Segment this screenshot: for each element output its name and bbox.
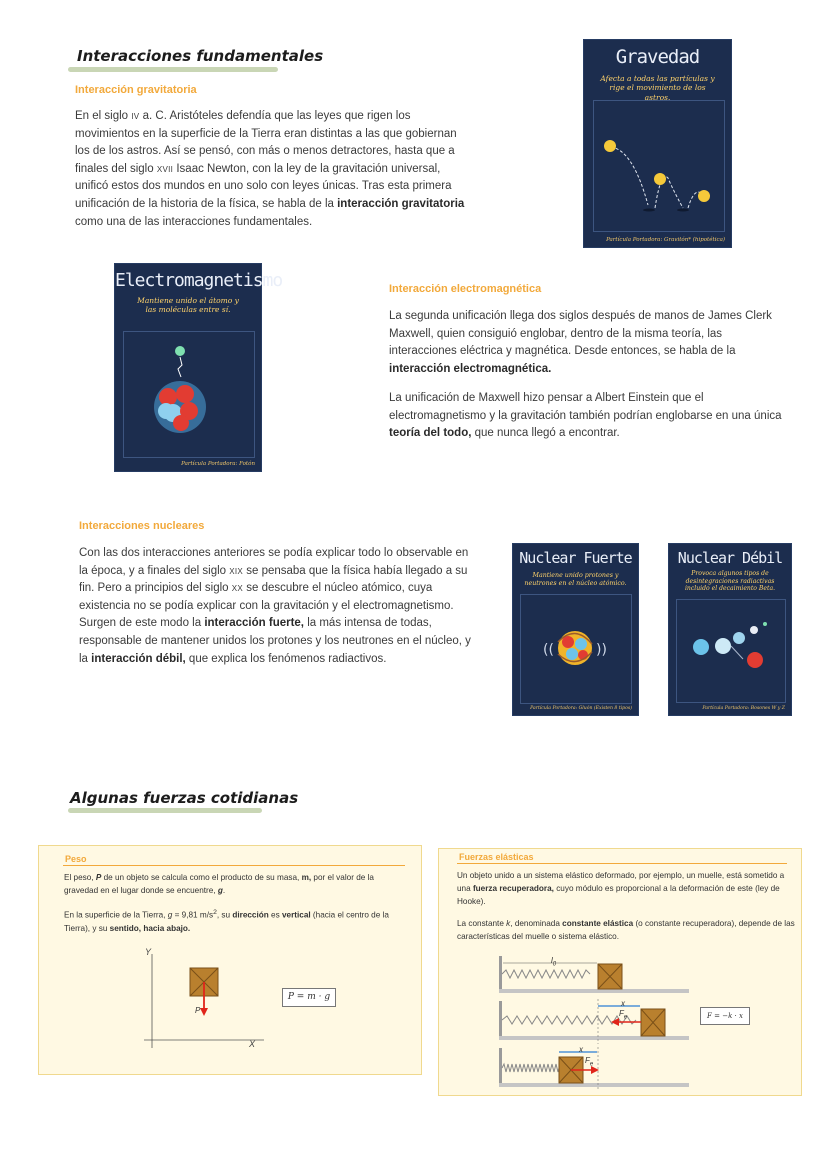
svg-text:)): )) [596, 642, 607, 658]
bouncing-balls-illustration [593, 100, 723, 230]
card-subtitle: Mantiene unido protones y neutrones en el núcleo atómico. [524, 572, 627, 587]
fe-label-row3: $F_e$ [585, 1056, 594, 1068]
elastic-paragraph-1: Un objeto unido a un sistema elástico deformado, por ejemplo, un muelle, está sometido a una fuerza recuperadora, cuyo módulo es proporcional a la deformación de este (ley de Hooke). [457, 871, 785, 906]
card-gravedad [583, 39, 732, 248]
box-peso [38, 845, 422, 1075]
fe-label-row2: $F_e$ [619, 1009, 628, 1021]
elastic-paragraph-2: La constante k, denominada constante elástica (o constante recuperadora), depende de las características del muelle o sistema elástico. [457, 919, 795, 941]
card-footer: Partícula Portadora: Bosones W y Z [702, 706, 785, 711]
card-nuclear-fuerte [512, 543, 639, 716]
spring-diagram [497, 954, 697, 1089]
title-underline [63, 865, 405, 866]
card-electromagnetismo [114, 263, 283, 472]
card-title: Electromagnetismo [115, 270, 283, 291]
card-footer: Partícula Portadora: Gravitón* (hipotética) [606, 237, 725, 243]
peso-paragraph-1: El peso, P de un objeto se calcula como el producto de su masa, m, por el valor de la gravedad en el lugar donde se encuentre, g. [64, 873, 374, 895]
paragraph-nuclear: Con las dos interacciones anteriores se podía explicar todo lo observable en la época, y a finales del siglo XIX se pensaba que la física había llegado a su fin. Pero a principios del siglo XX se descubre el núcleo atómico, cuya existencia no se podía explicar con la gravitación y el electromagnetismo. Surgen de este modo la interacción fuerte, la más intensa de todas, responsable de mantener unidos los protones y los neutrones en el núcleo, y la interacción débil, que explica los fenómenos radiactivos. [79, 547, 471, 665]
decay-illustration [676, 599, 784, 701]
title-highlight-2 [68, 808, 262, 813]
paragraph-electromagnetic-1: La segunda unificación llega dos siglos después de manos de James Clerk Maxwell, quien consiguió englobar, dentro de la misma teoría, las interacciones eléctrica y magnética. Desde entonces, se habla de la interacción electromagnética. [389, 310, 772, 375]
elastic-formula: F = −k · x [700, 1007, 750, 1025]
subtitle-gravitational: Interacción gravitatoria [75, 84, 197, 96]
weight-label: P [195, 1006, 201, 1015]
title-highlight [68, 67, 278, 72]
card-title: Nuclear Débil [677, 549, 783, 567]
card-nuclear-debil [668, 543, 792, 716]
card-subtitle: Mantiene unido el átomo y las moléculas entre sí. [137, 296, 239, 315]
svg-text:((: (( [543, 642, 554, 658]
box-title: Peso [65, 854, 87, 864]
card-title: Nuclear Fuerte [519, 549, 632, 567]
x-label-row2: x [621, 999, 625, 1008]
card-title: Gravedad [615, 46, 700, 68]
peso-paragraph-2: En la superficie de la Tierra, g = 9,81 $m/s^2$, su dirección es vertical (hacia el centro de la Tierra), y su sentido, hacia abajo. [64, 909, 389, 933]
box-fuerzas-elasticas [438, 848, 802, 1096]
paragraph-electromagnetic-2: La unificación de Maxwell hizo pensar a Albert Einstein que el electromagnetismo y la gravitación también podrían englobarse en una única teoría del todo, que nunca llegó a encontrar. [389, 392, 782, 440]
box-title: Fuerzas elásticas [459, 852, 534, 862]
axis-y-label: Y [145, 947, 152, 957]
section-title: Interacciones fundamentales [77, 47, 324, 65]
subtitle-nuclear: Interacciones nucleares [79, 520, 205, 532]
card-subtitle: Afecta a todas las partículas y rige el movimiento de los astros. [600, 74, 715, 102]
x-label-row3: x [579, 1045, 583, 1054]
nucleus-illustration [520, 594, 630, 702]
atom-illustration [123, 331, 253, 456]
paragraph-gravitational: En el siglo IV a. C. Aristóteles defendía que las leyes que rigen los movimientos en la superficie de la Tierra eran distintas a las que gobiernan los de los astros. Así se pensó, con más o menos detractores, hasta que a finales del siglo XVII Isaac Newton, con la ley de la gravitación universal, unificó estos dos mundos en uno solo con leyes únicas. Tras esta primera unificación de la historia de la física, se habla de la interacción gravitatoria como una de las interacciones fundamentales. [75, 110, 465, 228]
card-footer: Partícula Portadora: Fotón [181, 461, 255, 467]
axis-x-label: X [249, 1039, 256, 1049]
title-underline [457, 863, 787, 864]
section-title-2: Algunas fuerzas cotidianas [70, 789, 299, 807]
l0-label: $l_0$ [551, 956, 557, 968]
card-subtitle: Provoca algunos tipos de desintegraciones radiactivas incluido el decaimiento Beta. [684, 570, 776, 593]
subtitle-electromagnetic: Interacción electromagnética [389, 283, 542, 295]
weight-formula: P = m · g [282, 988, 336, 1007]
card-footer: Partícula Portadora: Gluón (Existen 8 tipos) [530, 706, 632, 711]
